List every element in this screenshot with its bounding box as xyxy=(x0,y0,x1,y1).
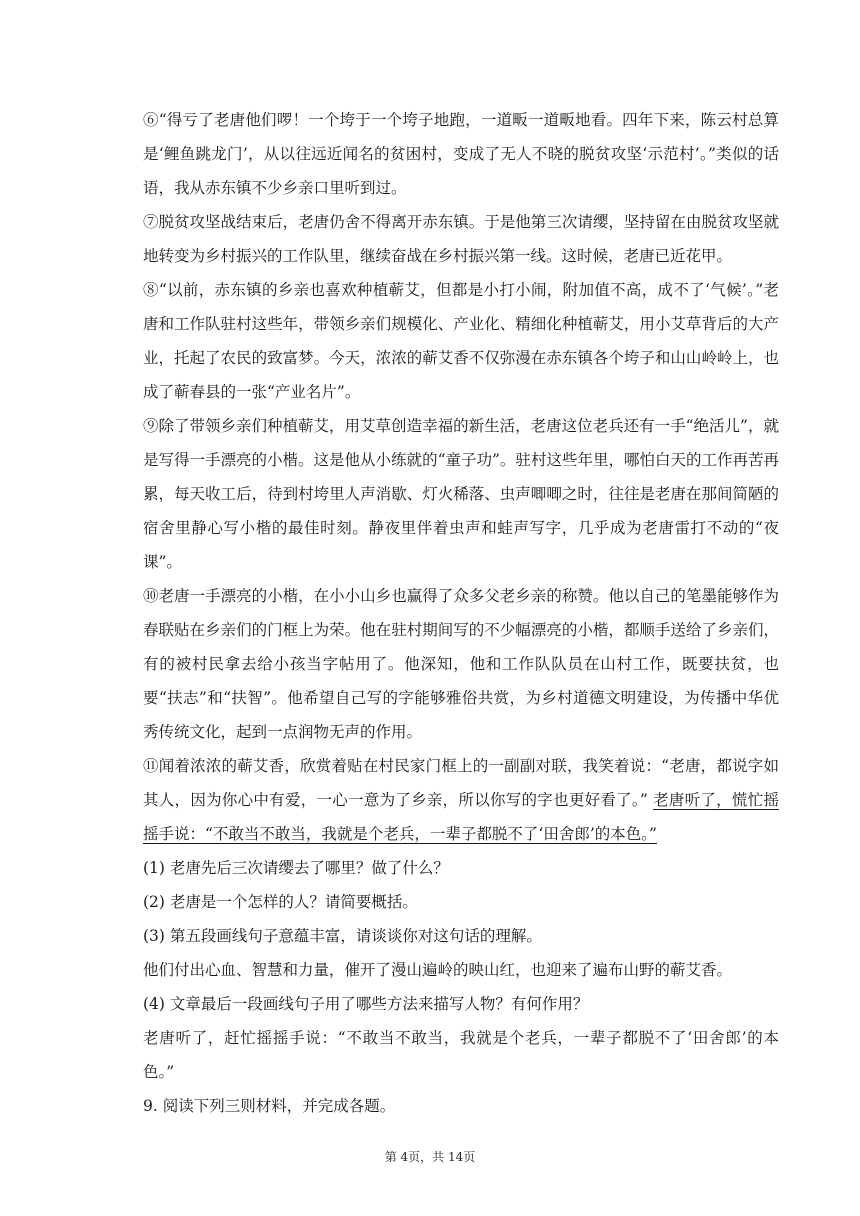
question-1: (1) 老唐先后三次请缨去了哪里？做了什么？ xyxy=(143,859,449,877)
article-body xyxy=(143,103,779,1123)
question-4: (4) 文章最后一段画线句子用了哪些方法来描写人物？有何作用？ xyxy=(143,995,589,1013)
question-3: (3) 第五段画线句子意蕴丰富，请谈谈你对这句话的理解。 xyxy=(143,927,542,945)
paragraph-7: ⑦脱贫攻坚战结束后，老唐仍舍不得离开赤东镇。于是他第三次请缨，坚持留在由脱贫攻坚就地转变为乡村振兴的工作队里，继续奋战在乡村振兴第一线。这时候，老唐已近花甲。 xyxy=(143,213,779,265)
next-item-heading: 9. 阅读下列三则材料，并完成各题。 xyxy=(143,1097,396,1115)
underlined-sentence: 老唐听了，慌忙摇摇手说：“不敢当不敢当，我就是个老兵，一辈子都脱不了‘田舍郎’的本色。” xyxy=(143,791,779,843)
paragraph-10: ⑩老唐一手漂亮的小楷，在小小山乡也赢得了众多父老乡亲的称赞。他以自己的笔墨能够作为春联贴在乡亲们的门框上为荣。他在驻村期间写的不少幅漂亮的小楷，都顺手送给了乡亲们，有的被村民拿去给小孩当字帖用了。他深知，他和工作队队员在山村工作，既要扶贫，也要“扶志”和“扶智”。他希望自己写的字能够雅俗共赏，为乡村道德文明建设，为传播中华优秀传统文化，起到一点润物无声的作用。 xyxy=(143,587,779,741)
paragraph-11-text: ⑪闻着浓浓的蕲艾香，欣赏着贴在村民家门框上的一副副对联，我笑着说：“老唐，都说字如其人，因为你心中有爱，一心一意为了乡亲，所以你写的字也更好看了。” xyxy=(143,757,779,809)
paragraph-6: ⑥“得亏了老唐他们啰！一个垮于一个垮子地跑，一道畈一道畈地看。四年下来，陈云村总算是‘鲤鱼跳龙门’，从以往远近闻名的贫困村，变成了无人不晓的脱贫攻坚‘示范村’。”类似的话语，我从赤东镇不少乡亲口里听到过。 xyxy=(143,111,779,197)
question-2: (2) 老唐是一个怎样的人？请简要概括。 xyxy=(143,893,418,911)
page-number-footer: 第 4页，共 14页 xyxy=(384,1150,476,1164)
question-4-quote: 老唐听了，赶忙摇摇手说：“不敢当不敢当，我就是个老兵，一辈子都脱不了‘田舍郎’的本色。” xyxy=(143,1029,779,1081)
paragraph-9: ⑨除了带领乡亲们种植蕲艾，用艾草创造幸福的新生活，老唐这位老兵还有一手“绝活儿”，就是写得一手漂亮的小楷。这是他从小练就的“童子功”。驻村这些年里，哪怕白天的工作再苦再累，每天收工后，待到村垮里人声消歇、灯火稀落、虫声唧唧之时，往往是老唐在那间简陋的宿舍里静心写小楷的最佳时刻。静夜里伴着虫声和蛙声写字，几乎成为老唐雷打不动的“夜课”。 xyxy=(143,417,779,571)
paragraph-11 xyxy=(143,749,779,851)
paragraph-8: ⑧“以前，赤东镇的乡亲也喜欢种植蕲艾，但都是小打小闹，附加值不高，成不了‘气候’。”老唐和工作队驻村这些年，带领乡亲们规模化、产业化、精细化种植蕲艾，用小艾草背后的大产业，托起了农民的致富梦。今天，浓浓的蕲艾香不仅弥漫在赤东镇各个垮子和山山岭岭上，也成了蕲春县的一张“产业名片”。 xyxy=(143,281,779,401)
question-3-quote: 他们付出心血、智慧和力量，催开了漫山遍岭的映山红，也迎来了遍布山野的蕲艾香。 xyxy=(143,961,733,979)
